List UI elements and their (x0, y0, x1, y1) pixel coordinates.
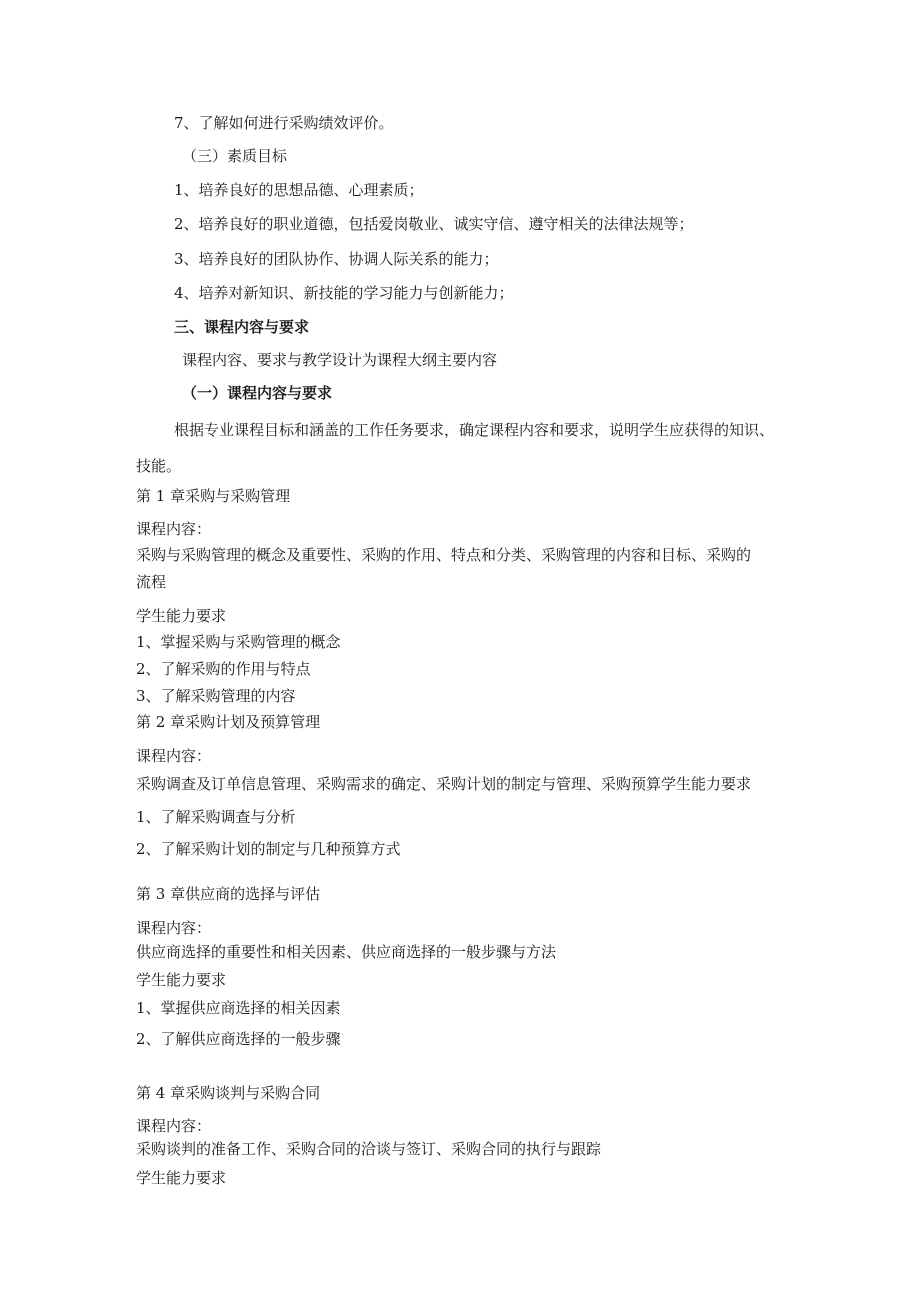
text-line: 技能。 (136, 457, 182, 475)
text-line: 采购谈判的准备工作、采购合同的洽谈与签订、采购合同的执行与跟踪 (136, 1140, 602, 1158)
chapter-heading: 第 4 章采购谈判与采购合同 (136, 1084, 321, 1102)
text-line: 课程内容： (136, 747, 212, 765)
text-line: 学生能力要求 (136, 971, 227, 989)
text-line: 7、了解如何进行采购绩效评价。 (174, 114, 394, 132)
text-line: 4、培养对新知识、新技能的学习能力与创新能力； (174, 284, 514, 302)
text-line: 3、培养良好的团队协作、协调人际关系的能力； (174, 250, 499, 268)
list-item: 1、掌握供应商选择的相关因素 (136, 999, 341, 1017)
text-line: 学生能力要求 (136, 1169, 227, 1187)
text-line: 流程 (136, 573, 167, 591)
text-line: 课程内容、要求与教学设计为课程大纲主要内容 (182, 351, 498, 369)
list-item: 1、了解采购调查与分析 (136, 808, 296, 826)
subsection-heading: （一）课程内容与要求 (182, 384, 333, 402)
list-item: 2、了解供应商选择的一般步骤 (136, 1030, 341, 1048)
chapter-heading: 第 1 章采购与采购管理 (136, 487, 291, 505)
list-item: 1、掌握采购与采购管理的概念 (136, 633, 341, 651)
text-line: 采购与采购管理的概念及重要性、采购的作用、特点和分类、采购管理的内容和目标、采购的 (136, 546, 752, 564)
text-line: 1、培养良好的思想品德、心理素质； (174, 181, 424, 199)
chapter-heading: 第 2 章采购计划及预算管理 (136, 713, 321, 731)
text-line: 供应商选择的重要性和相关因素、供应商选择的一般步骤与方法 (136, 943, 557, 961)
text-line: 课程内容： (136, 520, 212, 538)
text-line: 学生能力要求 (136, 607, 227, 625)
list-item: 2、了解采购的作用与特点 (136, 660, 311, 678)
text-line: 课程内容： (136, 919, 212, 937)
section-heading: 三、课程内容与要求 (174, 318, 310, 336)
chapter-heading: 第 3 章供应商的选择与评估 (136, 885, 321, 903)
list-item: 2、了解采购计划的制定与几种预算方式 (136, 840, 401, 858)
text-line: 课程内容： (136, 1117, 212, 1135)
text-line: 采购调查及订单信息管理、采购需求的确定、采购计划的制定与管理、采购预算学生能力要求 (136, 775, 752, 793)
subsection-heading: （三）素质目标 (182, 147, 288, 165)
text-line: 2、培养良好的职业道德，包括爱岗敬业、诚实守信、遵守相关的法律法规等； (174, 215, 694, 233)
list-item: 3、了解采购管理的内容 (136, 687, 296, 705)
text-line: 根据专业课程目标和涵盖的工作任务要求，确定课程内容和要求，说明学生应获得的知识、 (174, 421, 775, 439)
